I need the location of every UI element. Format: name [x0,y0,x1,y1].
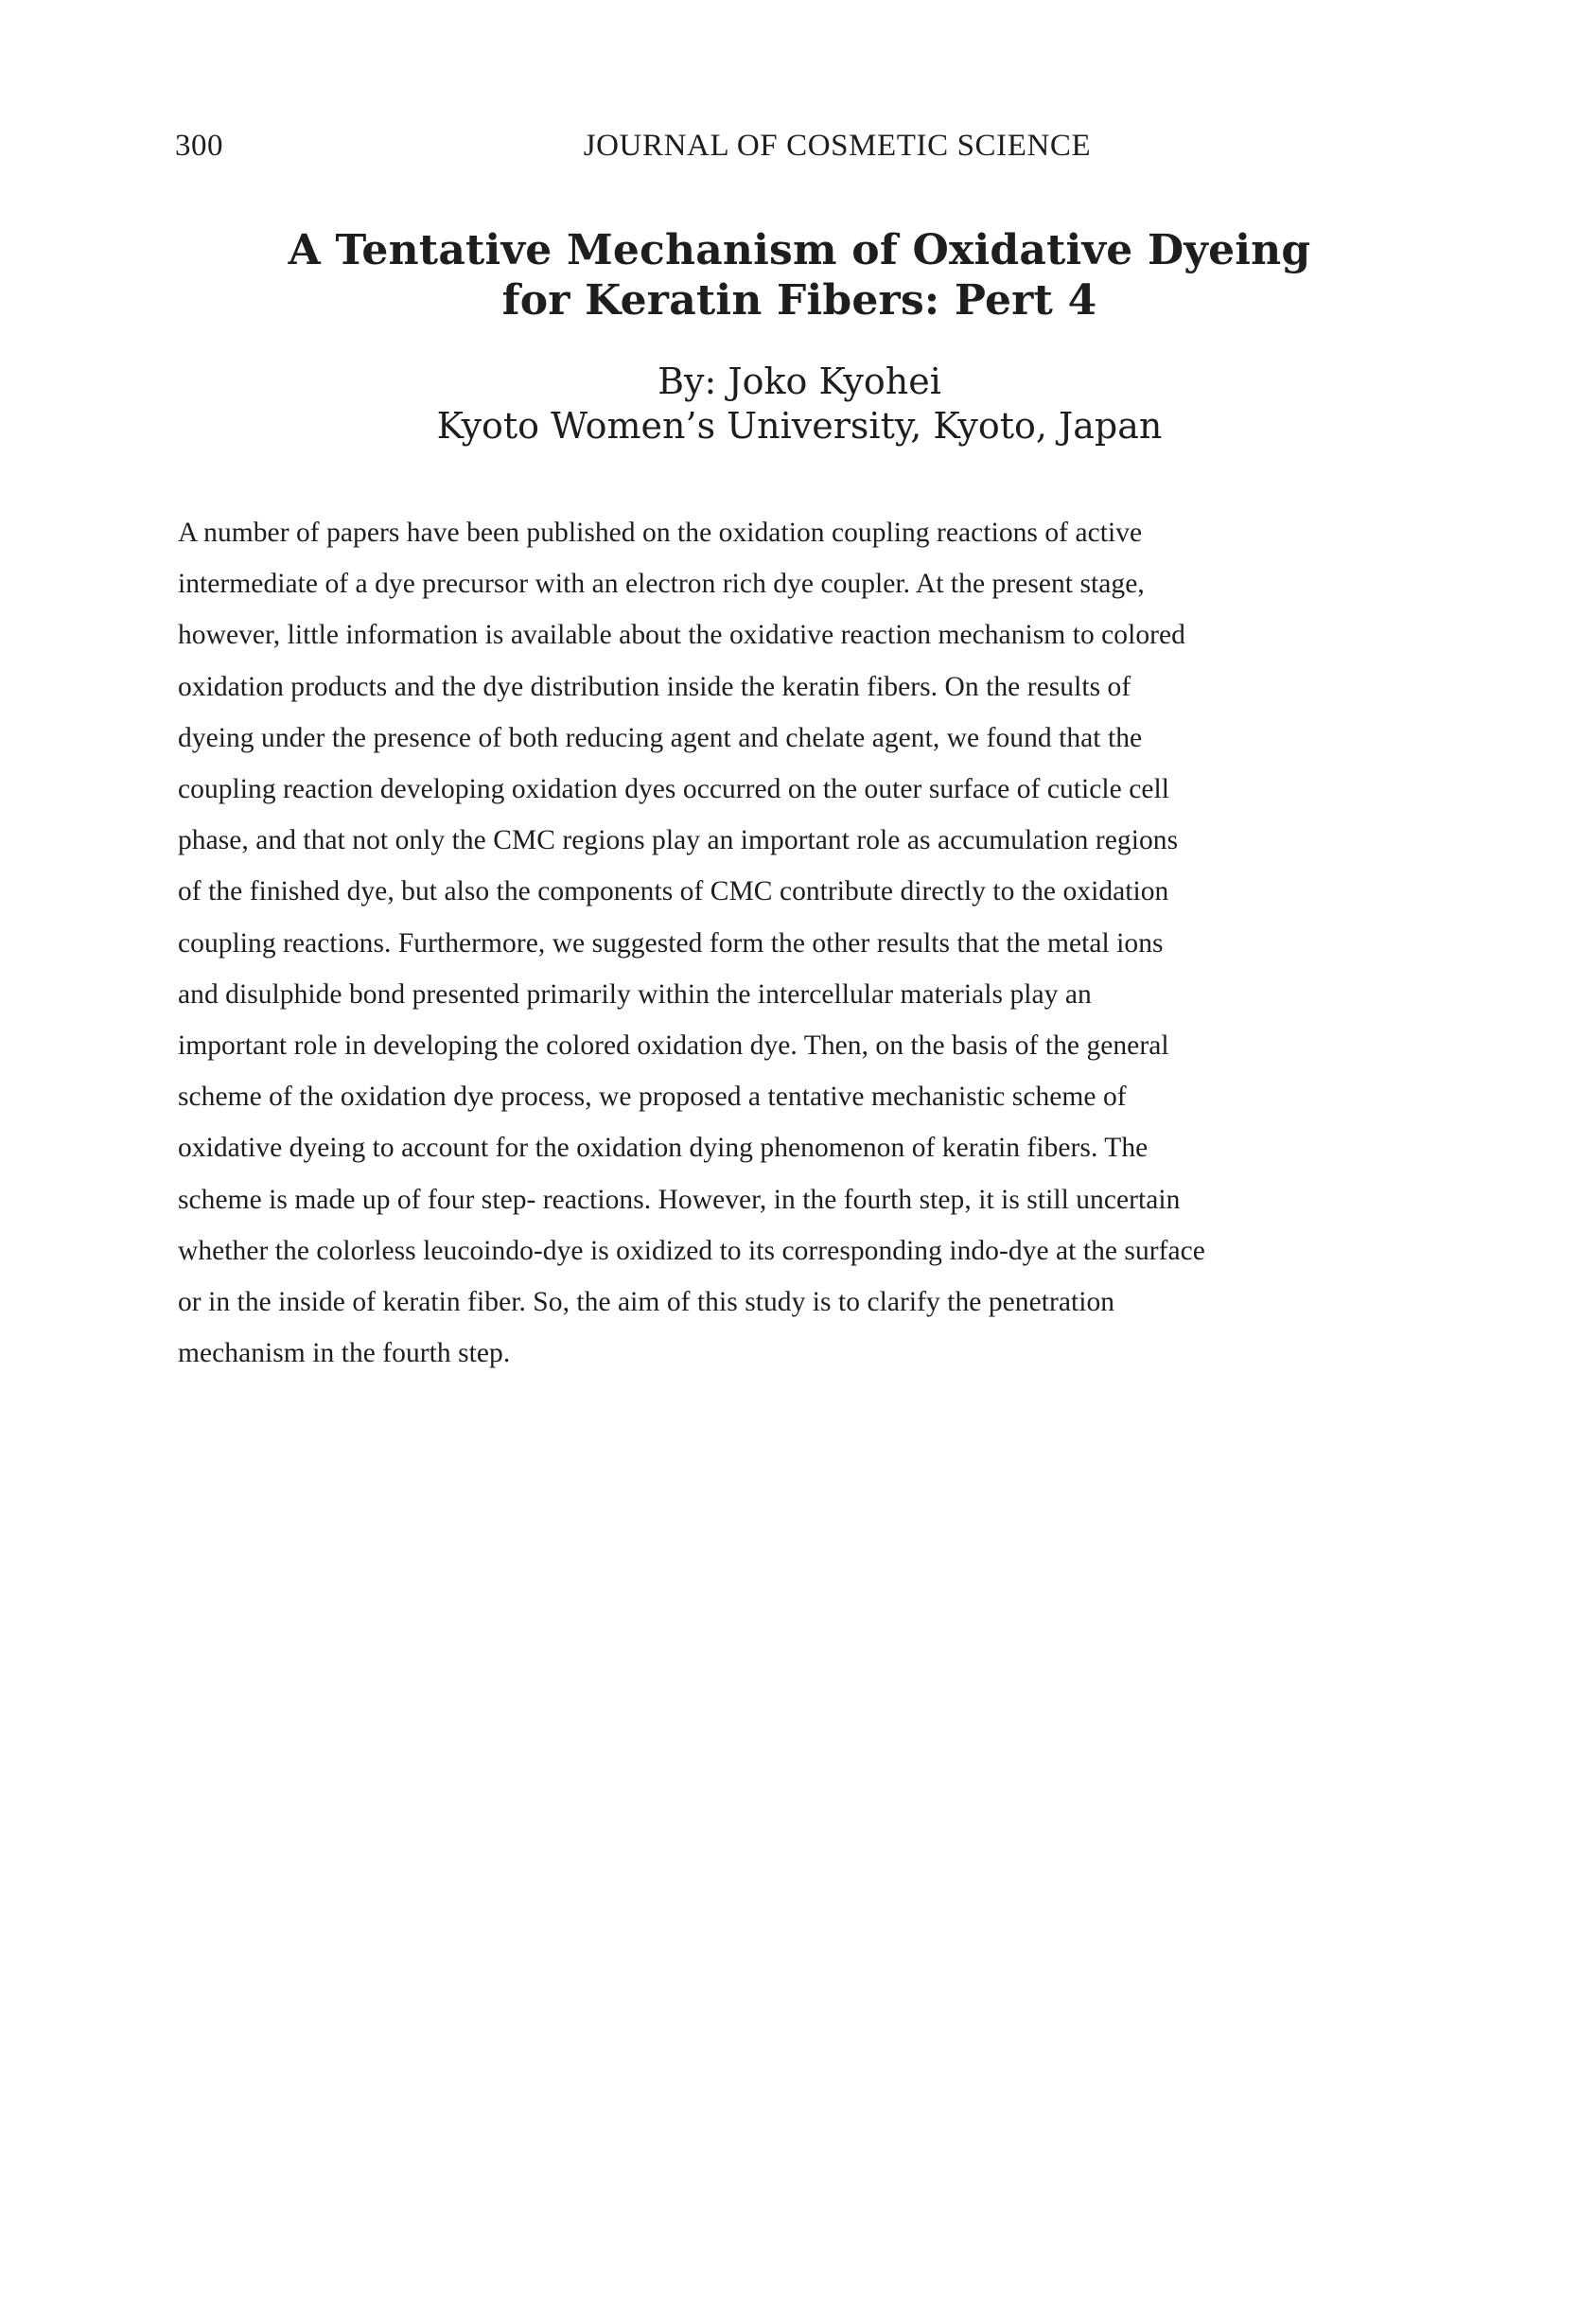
title-line: A Tentative Mechanism of Oxidative Dyeing [288,226,1311,274]
abstract-line: A number of papers have been published on the oxidation coupling reactions of active [178,518,1143,548]
abstract-line: or in the inside of keratin fiber. So, the aim of this study is to clarify the penetration [178,1287,1115,1318]
running-head [175,129,1424,176]
abstract-line: oxidative dyeing to account for the oxidation dying phenomenon of keratin fibers. The [178,1133,1149,1164]
abstract-line: whether the colorless leucoindo-dye is oxidized to its corresponding indo-dye at the surface [178,1235,1205,1266]
abstract-line: scheme of the oxidation dye process, we proposed a tentative mechanistic scheme of [178,1082,1127,1113]
abstract-line: oxidation products and the dye distribution inside the keratin fibers. On the results of [178,671,1131,702]
abstract-line: intermediate of a dye precursor with an electron rich dye coupler. At the present stage, [178,569,1145,600]
abstract-line: dyeing under the presence of both reducing agent and chelate agent, we found that the [178,722,1143,753]
abstract-line: coupling reactions. Furthermore, we suggested form the other results that the metal ions [178,927,1164,959]
abstract-line: however, little information is available about the oxidative reaction mechanism to colored [178,620,1185,651]
title-line: for Keratin Fibers: Pert 4 [501,276,1097,325]
abstract-line: and disulphide bond presented primarily within the intercellular materials play an [178,978,1092,1010]
abstract-line: scheme is made up of four step- reactions. However, in the fourth step, it is still uncertain [178,1184,1181,1215]
author-byline: By: Joko Kyohei [658,361,941,402]
journal-name: JOURNAL OF COSMETIC SCIENCE [583,129,1092,163]
abstract-line: coupling reaction developing oxidation dyes occurred on the outer surface of cuticle cell [178,774,1170,805]
author-block [175,360,1424,449]
abstract-line: mechanism in the fourth step. [178,1338,511,1369]
author-affiliation: Kyoto Women’s University, Kyoto, Japan [436,405,1163,447]
abstract-line: of the finished dye, but also the components of CMC contribute directly to the oxidation [178,876,1169,907]
page-number: 300 [175,129,223,163]
abstract-line: phase, and that not only the CMC regions play an important role as accumulation regions [178,825,1179,856]
abstract-paragraph [178,507,1446,1379]
abstract-line: important role in developing the colored oxidation dye. Then, on the basis of the general [178,1030,1169,1062]
article-title [175,225,1424,326]
